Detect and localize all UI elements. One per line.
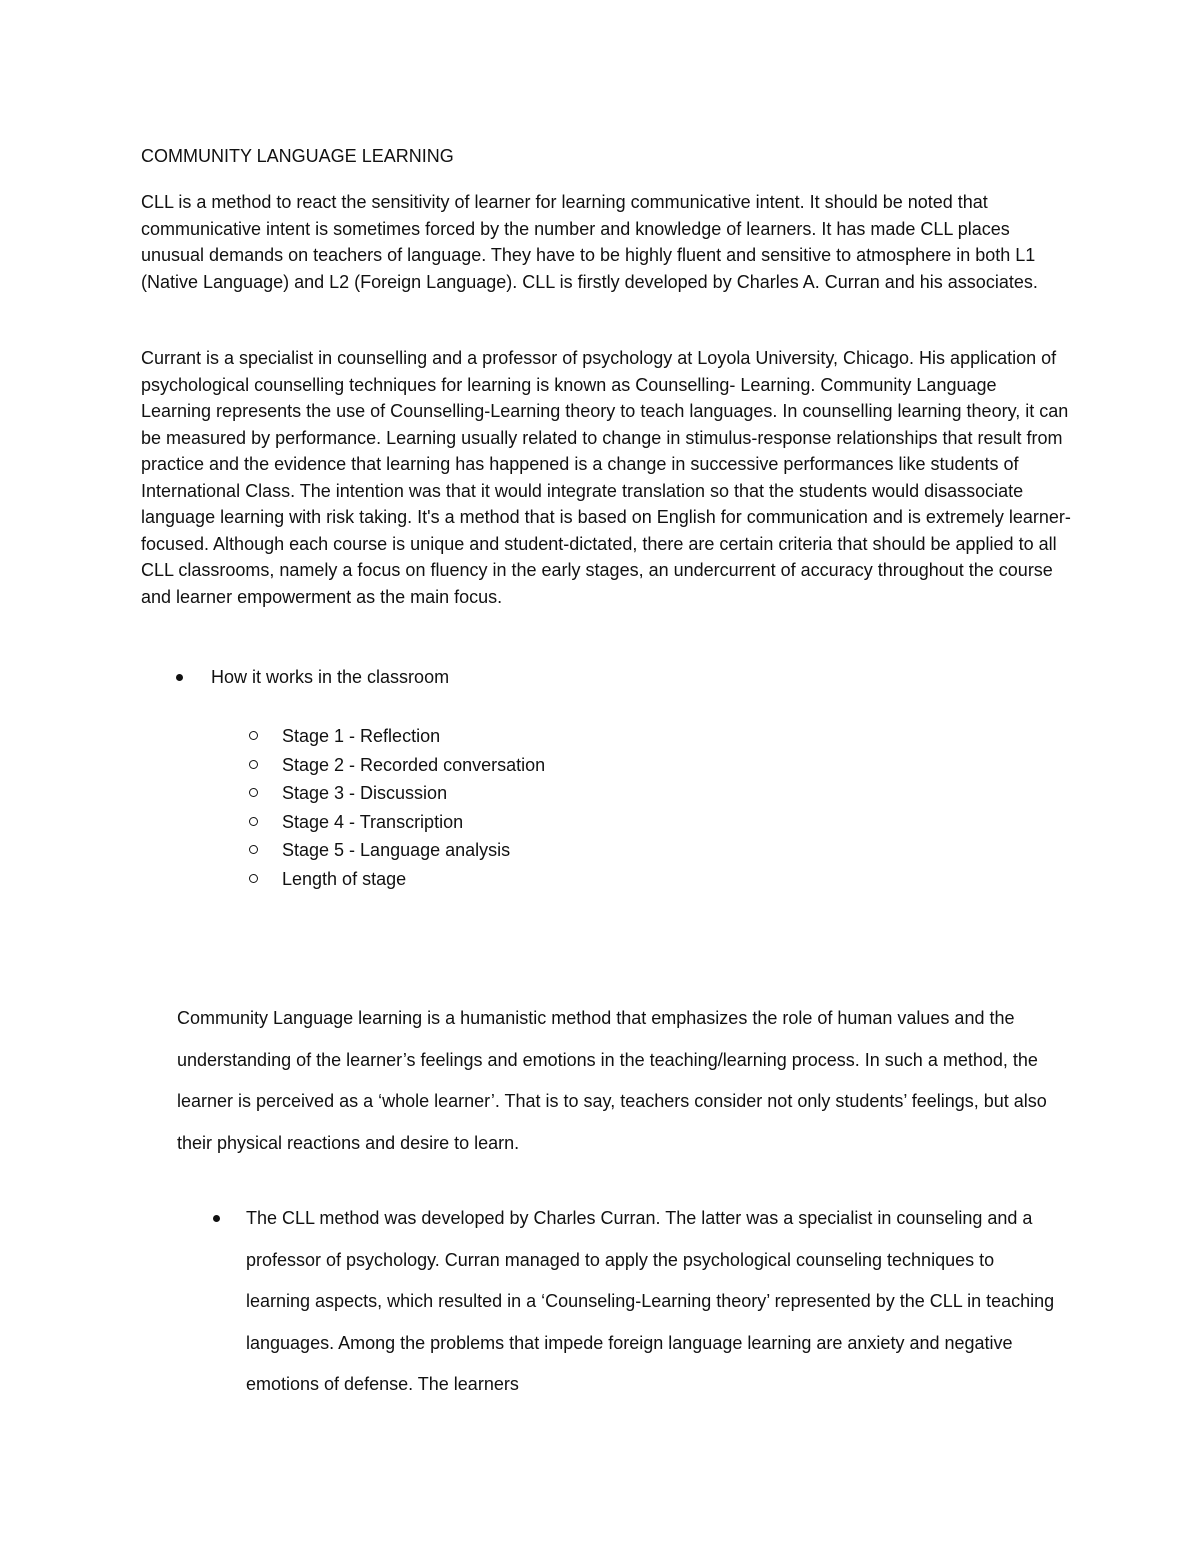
list-item-stage <box>141 751 1041 780</box>
stage-list <box>141 722 1041 893</box>
stage-label: Stage 2 - Recorded conversation <box>282 754 546 775</box>
list-item-stage <box>141 836 1041 865</box>
stage-label: Stage 3 - Discussion <box>282 783 448 803</box>
circle-bullet-icon <box>249 817 258 826</box>
stage-label: Stage 4 - Transcription <box>282 811 464 832</box>
circle-bullet-icon <box>249 788 258 797</box>
paragraph-humanistic: Community Language learning is a humanistic method that emphasizes the role of human values and the understanding of the learner’s feelings and emotions in the teaching/learning process. In such a method, the learner is perceived as a ‘whole learner’. That is to say, teachers consider not only students’ feelings, but also their physical reactions and desire to learn. <box>177 1008 1047 1153</box>
curran-list <box>177 1198 1057 1406</box>
list-item-stage <box>141 865 1041 894</box>
curran-bullet-text: The CLL method was developed by Charles Curran. The latter was a specialist in counseling and a professor of psychology. Curran managed to apply the psychological counseling techniques to learning aspects, which resulted in a ‘Counseling-Learning theory’ represented by the CLL in teaching languages. Among the problems that impede foreign language learning are anxiety and negative emotions of defense. The learners <box>246 1208 1055 1394</box>
stage-label: Stage 1 - Reflection <box>282 726 441 746</box>
circle-bullet-icon <box>249 874 258 883</box>
list-item-classroom <box>141 665 1041 689</box>
list-item-stage <box>141 808 1041 837</box>
list-item-stage <box>141 779 1041 808</box>
classroom-heading: How it works in the classroom <box>211 667 450 687</box>
stage-label: Stage 5 - Language analysis <box>282 840 511 860</box>
list-item-stage <box>141 722 1041 751</box>
stage-label: Length of stage <box>282 868 407 889</box>
bullet-dot-icon <box>176 674 183 681</box>
circle-bullet-icon <box>249 760 258 769</box>
classroom-list <box>141 665 1041 689</box>
list-item-curran <box>177 1198 1057 1406</box>
circle-bullet-icon <box>249 845 258 854</box>
paragraph-curran-background: Currant is a specialist in counselling and a professor of psychology at Loyola University, Chicago. His application of psychological counselling techniques for learning is known as Counselling- Learning. Community Language Learning represents the use of Counselling-Learning theory to teach languages. In counselling learning theory, it can be measured by performance. Learning usually related to change in stimulus-response relationships that result from practice and the evidence that learning has happened is a change in successive performances like students of International Class. The intention was that it would integrate translation so that the students would disassociate language learning with risk taking. It's a method that is based on English for communication and is extremely learner-focused. Although each course is unique and student-dictated, there are certain criteria that should be applied to all CLL classrooms, namely a focus on fluency in the early stages, an undercurrent of accuracy throughout the course and learner empowerment as the main focus. <box>141 348 1071 607</box>
bullet-dot-icon <box>213 1215 220 1222</box>
document-title: COMMUNITY LANGUAGE LEARNING <box>141 146 454 166</box>
paragraph-cll-intro: CLL is a method to react the sensitivity of learner for learning communicative intent. It should be noted that communicative intent is sometimes forced by the number and knowledge of learners. It has made CLL places unusual demands on teachers of language. They have to be highly fluent and sensitive to atmosphere in both L1 (Native Language) and L2 (Foreign Language). CLL is firstly developed by Charles A. Curran and his associates. <box>141 192 1038 292</box>
circle-bullet-icon <box>249 731 258 740</box>
